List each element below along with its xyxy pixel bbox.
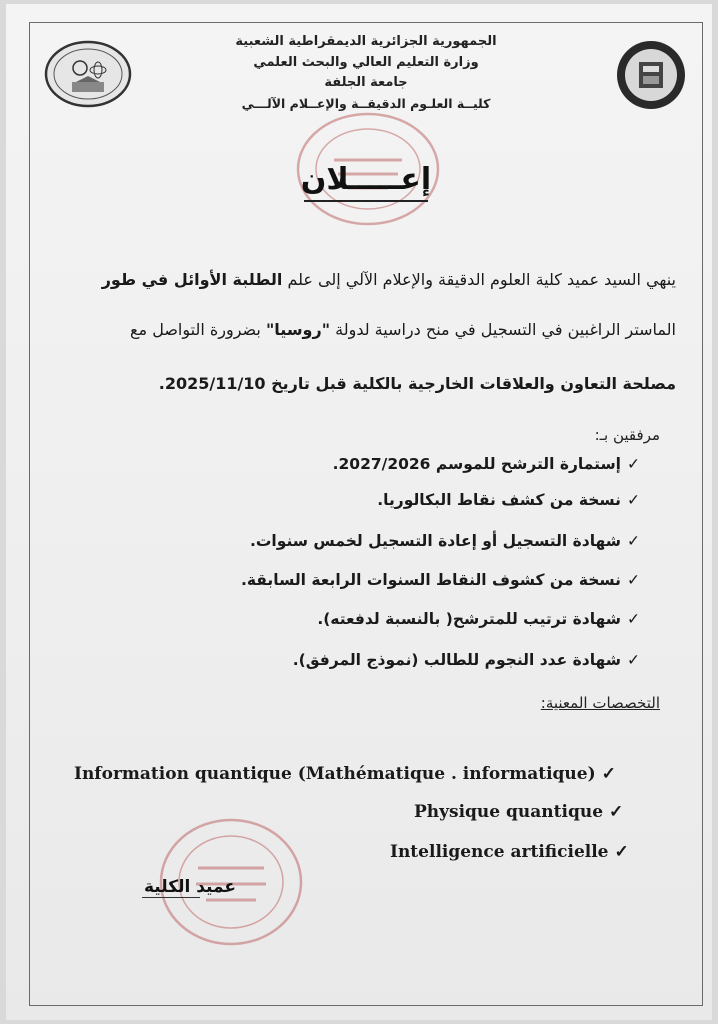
check-icon: ✓ (627, 532, 640, 550)
announcement-title: إعـــــلان (300, 162, 432, 197)
specialty-item (414, 802, 623, 822)
check-icon: ✓ (627, 455, 640, 473)
attachment-item (333, 455, 640, 473)
faculty-logo-icon (44, 40, 132, 108)
body-paragraph-line3: مصلحة التعاون والعلاقات الخارجية بالكلية قبل تاريخ 2025/11/10. (158, 374, 676, 393)
document-page (6, 4, 712, 1020)
title-underline (304, 200, 428, 202)
body-text: الماستر الراغبين في التسجيل في منح دراسية لدولة (330, 320, 676, 339)
check-icon: ✓ (627, 651, 640, 669)
attachment-text: شهادة التسجيل أو إعادة التسجيل لخمس سنوات. (249, 532, 621, 550)
specialty-text: Information quantique (Mathématique . informatique) (74, 764, 596, 784)
country-name: "روسيا" (265, 320, 331, 339)
body-paragraph-line2 (28, 320, 676, 340)
specialty-text: Intelligence artificielle (390, 842, 609, 862)
attachments-heading: مرفقين بـ: (594, 426, 660, 444)
specialty-item (74, 764, 616, 784)
specialty-item (390, 842, 629, 862)
attachment-item (241, 571, 640, 589)
specialties-heading: التخصصات المعنية: (540, 694, 660, 712)
check-icon: ✓ (608, 802, 624, 822)
attachment-item (317, 610, 640, 628)
header-republic: الجمهورية الجزائرية الديمقراطية الشعبية (235, 34, 497, 49)
header-faculty: كليــة العلـوم الدقيقــة والإعــلام الآلـــي (241, 96, 491, 111)
attachment-text: نسخة من كشف نقاط البكالوريا. (377, 491, 621, 509)
attachment-text: نسخة من كشوف النقاط السنوات الرابعة السابقة. (240, 571, 621, 589)
body-text-bold: الطلبة الأوائل في طور (101, 270, 283, 289)
attachment-item (250, 532, 640, 550)
header-ministry: وزارة التعليم العالي والبحث العلمي (253, 55, 479, 70)
specialty-text: Physique quantique (414, 802, 604, 822)
header-university: جامعة الجلفة (324, 75, 408, 90)
check-icon: ✓ (614, 842, 629, 862)
attachment-text: شهادة عدد النجوم للطالب (نموذج المرفق). (292, 651, 621, 669)
body-paragraph-line1 (28, 270, 676, 290)
attachment-text: إستمارة الترشح للموسم 2027/2026. (332, 455, 621, 473)
check-icon: ✓ (627, 491, 640, 509)
signature-underline (142, 897, 200, 898)
body-text: بضرورة التواصل مع (130, 320, 266, 339)
attachment-item (377, 491, 640, 509)
check-icon: ✓ (601, 764, 616, 784)
university-logo-icon (612, 40, 690, 110)
signature-label: عميد الكلية (144, 877, 236, 897)
check-icon: ✓ (627, 610, 640, 628)
attachment-text: شهادة ترتيب للمترشح( بالنسبة لدفعته). (317, 610, 621, 628)
check-icon: ✓ (627, 571, 640, 589)
body-text: ينهي السيد عميد كلية العلوم الدقيقة والإعلام الآلي إلى علم (282, 270, 676, 289)
attachment-item (293, 651, 640, 669)
